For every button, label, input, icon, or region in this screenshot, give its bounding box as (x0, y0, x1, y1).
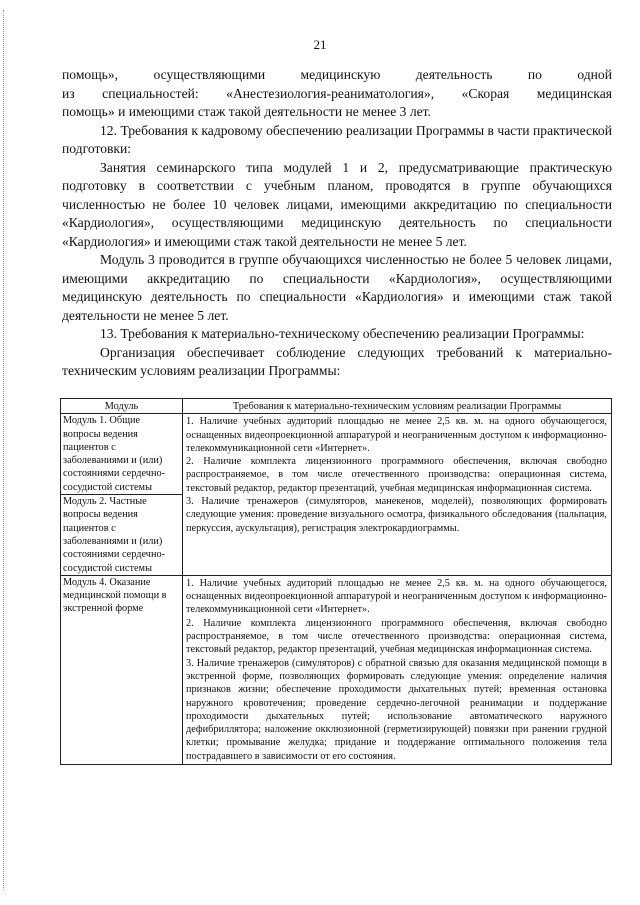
module-1-name: Модуль 1. Общие вопросы ведения пациентов с заболеваниями и (или) состояниями сердечно-сосудистой системы (63, 415, 166, 493)
header-module: Модуль (61, 399, 183, 414)
module-2-name: Модуль 2. Частные вопросы ведения пациентов с заболеваниями и (или) состояниями сердечно-сосудистой системы (63, 496, 166, 574)
paragraph-seminar-modules: Занятия семинарского типа модулей 1 и 2, предусматривающие практическую подготовку в соответствии с учебным планом, проводятся в группе обучающихся численностью не более 10 человек лицами, имеющими аккредитацию по специальности «Кардиология», осуществляющими медицинскую деятельность по специальности «Кардиология» и имеющими стаж такой деятельности не менее 5 лет. (62, 159, 612, 249)
table-row (61, 414, 612, 495)
requirement-item: 2. Наличие комплекта лицензионного программного обеспечения, включая свободно распространяемое, в том числе отечественного производства: операционная система, текстовый редактор, редактор презентаций, учебная медицинская информационная система. (186, 456, 607, 494)
scan-binding-marks (3, 10, 8, 890)
table-row (61, 575, 612, 764)
requirements-cell-modules-1-2 (183, 414, 612, 576)
requirement-item: 3. Наличие тренажеров (симуляторов, манекенов, моделей), позволяющих формировать следующие умения: проведение визуального осмотра, физикального обследования (пальпация, перкуссия, аускультация), регистрация электрокардиограммы. (186, 496, 607, 534)
section-13-heading: 13. Требования к материально-техническому обеспечению реализации Программы: (100, 326, 585, 341)
requirement-item: 1. Наличие учебных аудиторий площадью не менее 2,5 кв. м. на одного обучающегося, оснащенных видеопроекционной аппаратурой и неограниченным доступом к информационно-телекоммуникационной сети «Интернет». (186, 577, 607, 616)
module-cell (61, 495, 183, 576)
page-number: 21 (313, 37, 327, 52)
requirement-item: 3. Наличие тренажеров (симуляторов) с обратной связью для оказания медицинской помощи в экстренной форме, позволяющих формировать следующие умения: определение наличия признаков жизни; обеспечение проходимости дыхательных путей; временная остановка наружного кровотечения; проведение сердечно-легочной реанимации и поддержание проходимости дыхательных путей; использование автоматического наружного дефибриллятора; наложение окклюзионной (герметизирующей) повязки при ранении грудной клетки; промывание желудка; придание и поддержание оптимального положения тела пострадавшего в зависимости от его состояния. (186, 657, 607, 762)
requirements-table (60, 398, 612, 765)
module-cell (61, 414, 183, 495)
requirement-item: 2. Наличие комплекта лицензионного программного обеспечения, включая свободно распространяемое, в том числе отечественного производства: операционная система, текстовый редактор, редактор презентаций, учебная медицинская информационная система. (186, 617, 607, 656)
document-body (62, 66, 612, 381)
requirements-cell-module-4 (183, 575, 612, 764)
paragraph-1-line-3: помощь» и имеющими стаж такой деятельности не менее 3 лет. (62, 104, 431, 119)
paragraph-module-3: Модуль 3 проводится в группе обучающихся численностью не более 5 человек лицами, имеющими аккредитацию по специальности «Кардиология», осуществляющими медицинскую деятельность по специальности «Кардиология» и имеющими стаж такой деятельности не менее 5 лет. (62, 252, 612, 323)
paragraph-organization: Организация обеспечивает соблюдение следующих требований к материально-техническим условиям реализации Программы: (62, 344, 612, 378)
header-requirements: Требования к материально-техническим условиям реализации Программы (183, 399, 612, 414)
paragraph-1-line-1: помощь», осуществляющими медицинскую деятельность по одной (62, 67, 612, 82)
paragraph-1-line-2: из специальностей: «Анестезиология-реаниматология», «Скорая медицинская (62, 85, 612, 101)
section-12-heading: 12. Требования к кадровому обеспечению реализации Программы в части практической подготовки: (62, 122, 612, 156)
module-4-name: Модуль 4. Оказание медицинской помощи в экстренной форме (63, 576, 167, 615)
table-header-row (61, 399, 612, 414)
requirement-item: 1. Наличие учебных аудиторий площадью не менее 2,5 кв. м. на одного обучающегося, оснащенных видеопроекционной аппаратурой и неограниченным доступом к информационно-телекоммуникационной сети «Интернет». (186, 416, 607, 454)
module-cell (61, 575, 183, 764)
